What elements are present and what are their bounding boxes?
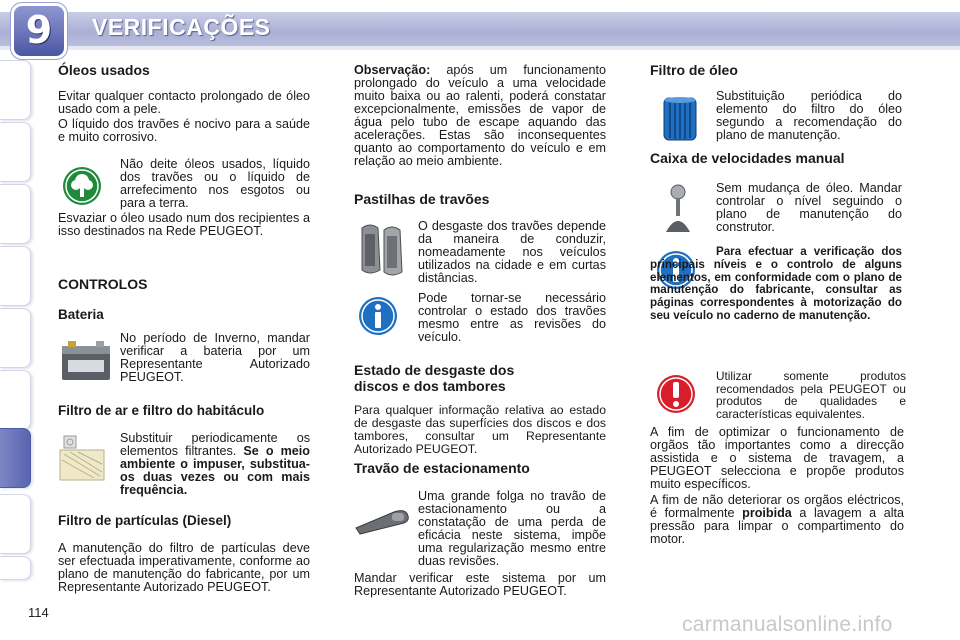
page-number: 114 <box>28 605 49 620</box>
chapter-badge <box>14 6 64 56</box>
chapter-number: 9 <box>25 8 53 52</box>
observacao-paragraph <box>354 64 606 168</box>
oleos-env-note: Não deite óleos usados, líquido dos travões ou o líquido de arrefecimento nos esgotos ou para a terra. <box>120 157 310 210</box>
oleos-paragraph-1: Evitar qualquer contacto prolongado de óleo usado com a pele. <box>58 89 310 116</box>
oleos-paragraph-4: Esvaziar o óleo usado num dos recipientes a isso destinados na Rede PEUGEOT. <box>58 211 310 238</box>
chapter-tab-10[interactable] <box>0 556 31 580</box>
particulas-paragraph: A manutenção do filtro de partículas deve ser efectuada imperativamente, conforme ao plano de manutenção do fabricante, por um Representante Autorizado PEUGEOT. <box>58 541 310 594</box>
final-paragraph-1: A fim de optimizar o funcionamento de orgãos tão importantes como a direcção assistida e o sistema de travagem, a PEUGEOT selecciona e propõe produtos muito específicos. <box>650 425 904 491</box>
filtro-ar-paragraph <box>120 432 310 497</box>
caixa-bold-note: Para efectuar a verificação dos principais níveis e o controlo de alguns elementos, em conformidade com o plano de manutenção do fabricante, consultar as páginas correspondentes à motorização do seu veículo no caderno de manutenção. <box>650 245 902 322</box>
section-title-discos-2: discos e dos tambores <box>354 378 506 394</box>
chapter-tab-6[interactable] <box>0 370 31 430</box>
tree-icon <box>62 166 102 209</box>
page-header <box>0 0 960 62</box>
chapter-tab-8[interactable] <box>0 494 31 554</box>
filtro-ar-bold: Se o meio ambiente o impuser, substitua-os duas vezes ou com mais frequência. <box>120 444 310 497</box>
section-title-discos-1: Estado de desgaste dos <box>354 362 515 378</box>
section-title-controlos: CONTROLOS <box>58 276 148 292</box>
oil-filter-icon <box>662 94 698 145</box>
bateria-paragraph: No período de Inverno, mandar verificar a bateria por um Representante Autorizado PEUGEOT. <box>120 331 310 384</box>
oleos-paragraph-2: O líquido dos travões é nocivo para a saúde e muito corrosivo. <box>58 117 310 144</box>
section-title-travao: Travão de estacionamento <box>354 460 530 476</box>
section-title-particulas: Filtro de partículas (Diesel) <box>58 513 232 528</box>
travao-paragraph-2: Mandar verificar este sistema por um Representante Autorizado PEUGEOT. <box>354 571 606 598</box>
warning-paragraph: Utilizar somente produtos recomendados pela PEUGEOT ou produtos de qualidades e características equivalentes. <box>716 369 906 421</box>
chapter-tab-4[interactable] <box>0 246 31 306</box>
chapter-tab-2[interactable] <box>0 122 31 182</box>
chapter-tab-5[interactable] <box>0 308 31 368</box>
chapter-tab-3[interactable] <box>0 184 31 244</box>
handbrake-icon <box>354 502 412 541</box>
chapter-tab-9-active[interactable] <box>0 428 31 488</box>
final-p2-text-a: A fim de não deteriorar os orgãos eléctricos, é formalmente <box>650 493 904 520</box>
brake-pads-icon <box>356 220 408 283</box>
chapter-tab-1[interactable] <box>0 60 31 120</box>
pastilhas-info-note: Pode tornar-se necessário controlar o estado dos travões mesmo entre as revisões do veículo. <box>418 291 606 344</box>
watermark: carmanualsonline.info <box>682 613 893 636</box>
section-title-bateria: Bateria <box>58 307 104 322</box>
travao-paragraph-1: Uma grande folga no travão de estacionamento ou a constatação de uma perda de eficácia neste sistema, impõe uma regularização mesmo entre duas revisões. <box>418 489 606 568</box>
pastilhas-paragraph: O desgaste dos travões depende da maneira de conduzir, nomeadamente nos veículos utilizados na cidade e em curtas distâncias. <box>418 219 606 285</box>
filtro-ar-text: Substituir periodicamente os elementos filtrantes. <box>120 431 310 458</box>
discos-paragraph: Para qualquer informação relativa ao estado de desgaste das superfícies dos discos e dos tambores, consultar um Representante Autorizado PEUGEOT. <box>354 403 606 456</box>
section-title-filtro-oleo: Filtro de óleo <box>650 62 738 78</box>
warning-icon <box>656 374 696 417</box>
filtro-oleo-paragraph: Substituição periódica do elemento do filtro do óleo segundo a recomendação do plano de manutenção. <box>716 89 902 142</box>
header-strip <box>0 46 960 50</box>
page-title: VERIFICAÇÕES <box>92 14 271 40</box>
observacao-label: Observação: <box>354 63 431 77</box>
section-title-caixa: Caixa de velocidades manual <box>650 150 845 166</box>
final-p2-text-c: a lavagem a alta pressão para limpar o compartimento do motor. <box>650 506 905 546</box>
info-icon <box>358 296 398 339</box>
section-title-filtro-ar: Filtro de ar e filtro do habitáculo <box>58 403 265 418</box>
gear-lever-icon <box>662 184 694 237</box>
final-p2-bold: proibida <box>742 506 792 520</box>
chapter-tabs <box>0 60 36 580</box>
battery-icon <box>58 336 114 387</box>
section-title-pastilhas: Pastilhas de travões <box>354 191 490 207</box>
section-title-oleos: Óleos usados <box>58 62 150 78</box>
air-filter-icon <box>58 434 108 487</box>
observacao-text: após um funcionamento prolongado do veículo a uma velocidade muito baixa ou ao ralenti, poderá constatar excepcionalmente, emissões de vapor de água pelo tubo de escape aquando das acelerações. Estas são inconsequentes quanto ao comportamento do veículo e em relação ao meio ambiente. <box>354 63 607 168</box>
final-paragraph-2 <box>650 494 904 546</box>
caixa-paragraph: Sem mudança de óleo. Mandar controlar o nível seguindo o plano de manutenção do construtor. <box>716 181 902 234</box>
